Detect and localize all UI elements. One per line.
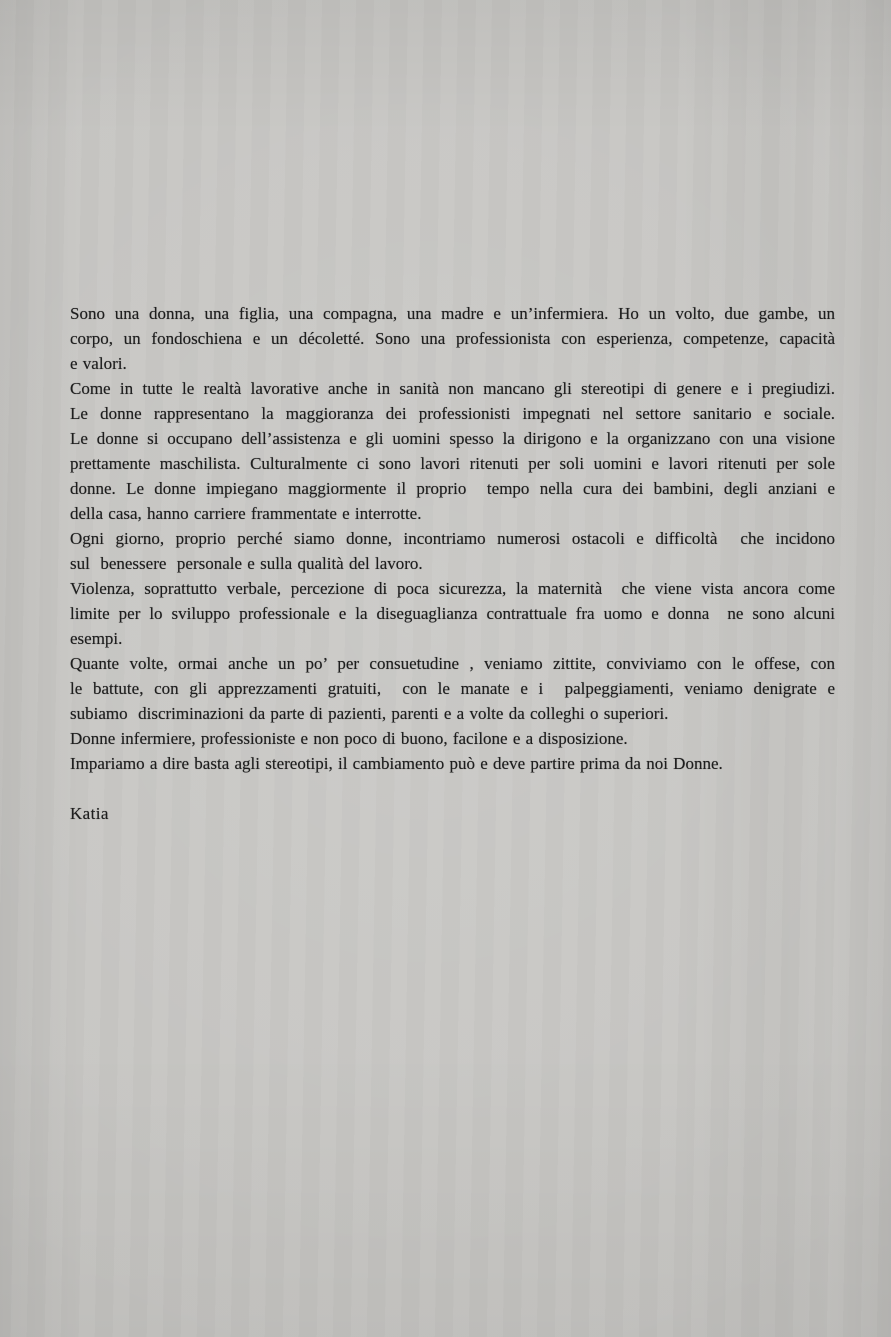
letter-line: e valori. — [70, 354, 127, 373]
letter-line: esempi. — [70, 629, 123, 648]
letter-line: subiamo discriminazioni da parte di pazienti, parenti e a volte da colleghi o superiori. — [70, 704, 669, 723]
letter-line: Come in tutte le realtà lavorative anche in sanità non mancano gli stereotipi di genere e i pregiudizi. — [70, 379, 835, 398]
letter-body — [70, 301, 835, 826]
letter-line: prettamente maschilista. Culturalmente ci sono lavori ritenuti per soli uomini e lavori ritenuti per sole — [70, 454, 835, 473]
letter-line: sul benessere personale e sulla qualità del lavoro. — [70, 554, 423, 573]
letter-line — [70, 776, 835, 801]
letter-line: Sono una donna, una figlia, una compagna, una madre e un’infermiera. Ho un volto, due gambe, un — [70, 304, 835, 323]
letter-line: Donne infermiere, professioniste e non poco di buono, facilone e a disposizione. — [70, 729, 628, 748]
letter-line: Quante volte, ormai anche un po’ per consuetudine , veniamo zittite, conviviamo con le offese, con — [70, 654, 835, 673]
letter-line: Le donne rappresentano la maggioranza dei professionisti impegnati nel settore sanitario e sociale. — [70, 404, 835, 423]
letter-line: Impariamo a dire basta agli stereotipi, il cambiamento può e deve partire prima da noi Donne. — [70, 754, 723, 773]
letter-line: donne. Le donne impiegano maggiormente il proprio tempo nella cura dei bambini, degli anziani e — [70, 479, 835, 498]
letter-line: della casa, hanno carriere frammentate e interrotte. — [70, 504, 422, 523]
letter-line: Violenza, soprattutto verbale, percezione di poca sicurezza, la maternità che viene vista ancora come — [70, 579, 835, 598]
signature-line: Katia — [70, 804, 109, 823]
letter-line: limite per lo sviluppo professionale e la diseguaglianza contrattuale fra uomo e donna ne sono alcuni — [70, 604, 835, 623]
letter-line: corpo, un fondoschiena e un décoletté. Sono una professionista con esperienza, competenze, capacità — [70, 329, 835, 348]
letter-line: le battute, con gli apprezzamenti gratuiti, con le manate e i palpeggiamenti, veniamo denigrate e — [70, 679, 835, 698]
letter-line: Ogni giorno, proprio perché siamo donne, incontriamo numerosi ostacoli e difficoltà che incidono — [70, 529, 835, 548]
letter-line: Le donne si occupano dell’assistenza e gli uomini spesso la dirigono e la organizzano con una visione — [70, 429, 835, 448]
